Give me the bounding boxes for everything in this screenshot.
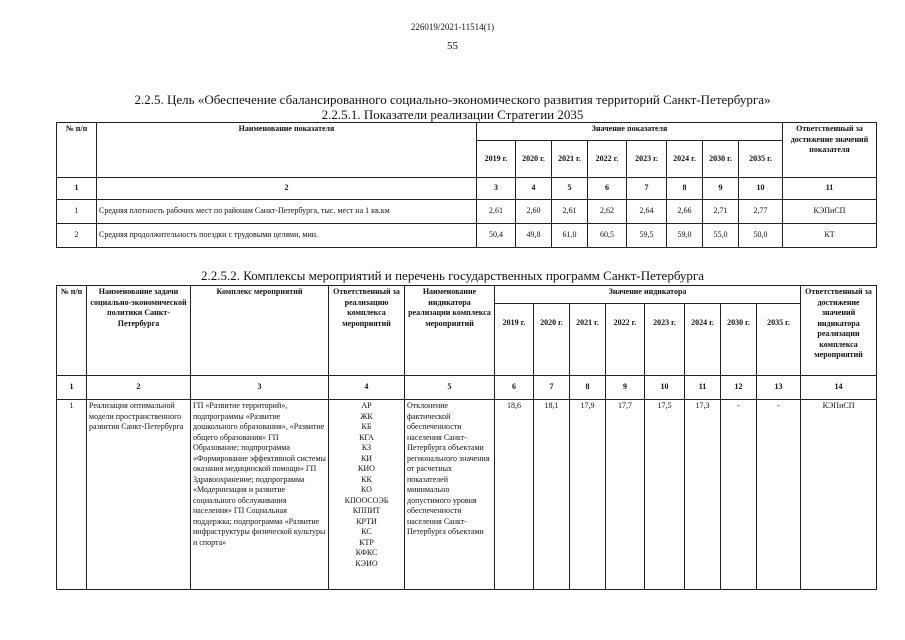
indicator-cell: Отклонение фактической обеспеченности населения Санкт-Петербурга объектами регионального значения от расчетных показателей минимально допустимого уровня обеспеченности населения Санкт-Петербурга объектами <box>405 400 495 590</box>
value-cell: - <box>757 400 801 590</box>
numbering-row <box>57 178 877 200</box>
value-cell: 17,9 <box>570 400 606 590</box>
responsible-cell: КТ <box>783 224 877 248</box>
column-number: 11 <box>685 376 721 400</box>
value-cell: 60,5 <box>588 224 627 248</box>
column-number: 13 <box>757 376 801 400</box>
column-number: 1 <box>57 178 97 200</box>
column-number: 7 <box>627 178 667 200</box>
indicators-heading: 2.2.5.1. Показатели реализации Стратегии 2035 <box>321 107 584 122</box>
value-cell: 2,71 <box>703 200 739 224</box>
column-number: 5 <box>552 178 588 200</box>
indicator-name: Средняя плотность рабочих мест по районам Санкт-Петербурга, тыс. мест на 1 кв.км <box>97 200 477 224</box>
column-number: 6 <box>588 178 627 200</box>
programs-table <box>56 285 877 590</box>
column-number: 10 <box>739 178 783 200</box>
col-header-indicator: Наименование индикатора реализации комплекса мероприятий <box>405 286 495 376</box>
column-number: 9 <box>703 178 739 200</box>
goal-heading: 2.2.5. Цель «Обеспечение сбалансированного социально-экономического развития территорий Санкт-Петербурга» <box>134 92 771 107</box>
col-header-name: Наименование показателя <box>97 123 477 178</box>
year-header: 2022 г. <box>606 304 645 376</box>
year-header: 2022 г. <box>588 141 627 178</box>
year-header: 2023 г. <box>627 141 667 178</box>
col-header-no: № п/п <box>57 123 97 178</box>
value-cell: 50,0 <box>739 224 783 248</box>
column-number: 2 <box>87 376 191 400</box>
col-header-values: Значение показателя <box>477 123 783 141</box>
column-number: 10 <box>645 376 685 400</box>
col-header-responsible-complex: Ответственный за реализацию комплекса мероприятий <box>329 286 405 376</box>
value-cell: 2,61 <box>477 200 516 224</box>
programs-heading: 2.2.5.2. Комплексы мероприятий и перечень государственных программ Санкт-Петербурга <box>200 268 705 283</box>
col-header-responsible: Ответственный за достижение значений индикатора реализации комплекса мероприятий <box>801 286 877 376</box>
column-number: 2 <box>97 178 477 200</box>
responsible-complex-cell: АР ЖК КБ КГА КЗ КИ КИО КК КО КПООСОЭБ КППИТ КРТИ КС КТР КФКС КЭИО <box>329 400 405 590</box>
value-cell: 2,60 <box>516 200 552 224</box>
year-header: 2030 г. <box>703 141 739 178</box>
column-number: 3 <box>191 376 329 400</box>
value-cell: 59,0 <box>667 224 703 248</box>
row-number: 1 <box>57 200 97 224</box>
value-cell: 2,64 <box>627 200 667 224</box>
year-header: 2024 г. <box>667 141 703 178</box>
table-row <box>57 400 877 590</box>
year-header: 2019 г. <box>477 141 516 178</box>
year-header: 2035 г. <box>739 141 783 178</box>
value-cell: 2,77 <box>739 200 783 224</box>
col-header-task: Наименование задачи социально-экономической политики Санкт-Петербурга <box>87 286 191 376</box>
column-number: 8 <box>667 178 703 200</box>
year-header: 2021 г. <box>552 141 588 178</box>
value-cell: 55,0 <box>703 224 739 248</box>
year-header: 2021 г. <box>570 304 606 376</box>
value-cell: 2,62 <box>588 200 627 224</box>
row-number: 1 <box>57 400 87 590</box>
column-number: 8 <box>570 376 606 400</box>
year-header: 2024 г. <box>685 304 721 376</box>
indicator-name: Средняя продолжительность поездки с трудовыми целями, мин. <box>97 224 477 248</box>
col-header-complex: Комплекс мероприятий <box>191 286 329 376</box>
column-number: 4 <box>329 376 405 400</box>
value-cell: 2,66 <box>667 200 703 224</box>
strategy-indicators-table <box>56 122 877 248</box>
value-cell: 17,3 <box>685 400 721 590</box>
responsible-cell: КЭПиСП <box>783 200 877 224</box>
column-number: 3 <box>477 178 516 200</box>
year-header: 2030 г. <box>721 304 757 376</box>
column-number: 6 <box>495 376 534 400</box>
responsible-cell: КЭПиСП <box>801 400 877 590</box>
col-header-no: № п/п <box>57 286 87 376</box>
column-number: 12 <box>721 376 757 400</box>
task-cell: Реализация оптимальной модели пространственного развития Санкт-Петербурга <box>87 400 191 590</box>
value-cell: - <box>721 400 757 590</box>
complex-cell: ГП «Развитие территорий», подпрограммы «Развитие дошкольного образования», «Развитие общего образования» ГП Образование; подпрограмма «Формирование эффективной системы оказания медицинской помощи» ГП Здравоохранение; подпрограмма «Модернизация и развитие социального обслуживания населения» ГП Социальная поддержка; подпрограмма «Развитие инфраструктуры физической культуры и спорта» <box>191 400 329 590</box>
column-number: 1 <box>57 376 87 400</box>
value-cell: 61,0 <box>552 224 588 248</box>
column-number: 7 <box>534 376 570 400</box>
column-number: 11 <box>783 178 877 200</box>
column-number: 5 <box>405 376 495 400</box>
numbering-row <box>57 376 877 400</box>
value-cell: 2,61 <box>552 200 588 224</box>
document-id: 226019/2021-11514(1) <box>410 22 495 32</box>
column-number: 4 <box>516 178 552 200</box>
year-header: 2020 г. <box>516 141 552 178</box>
value-cell: 59,5 <box>627 224 667 248</box>
year-header: 2019 г. <box>495 304 534 376</box>
value-cell: 50,4 <box>477 224 516 248</box>
year-header: 2035 г. <box>757 304 801 376</box>
value-cell: 18,6 <box>495 400 534 590</box>
col-header-responsible: Ответственный за достижение значений показателя <box>783 123 877 178</box>
year-header: 2020 г. <box>534 304 570 376</box>
column-number: 9 <box>606 376 645 400</box>
value-cell: 49,8 <box>516 224 552 248</box>
year-header: 2023 г. <box>645 304 685 376</box>
column-number: 14 <box>801 376 877 400</box>
page-number: 55 <box>447 40 458 52</box>
row-number: 2 <box>57 224 97 248</box>
col-header-values: Значение индикатора <box>495 286 801 304</box>
table-row <box>57 224 877 248</box>
value-cell: 18,1 <box>534 400 570 590</box>
value-cell: 17,7 <box>606 400 645 590</box>
value-cell: 17,5 <box>645 400 685 590</box>
table-row <box>57 200 877 224</box>
